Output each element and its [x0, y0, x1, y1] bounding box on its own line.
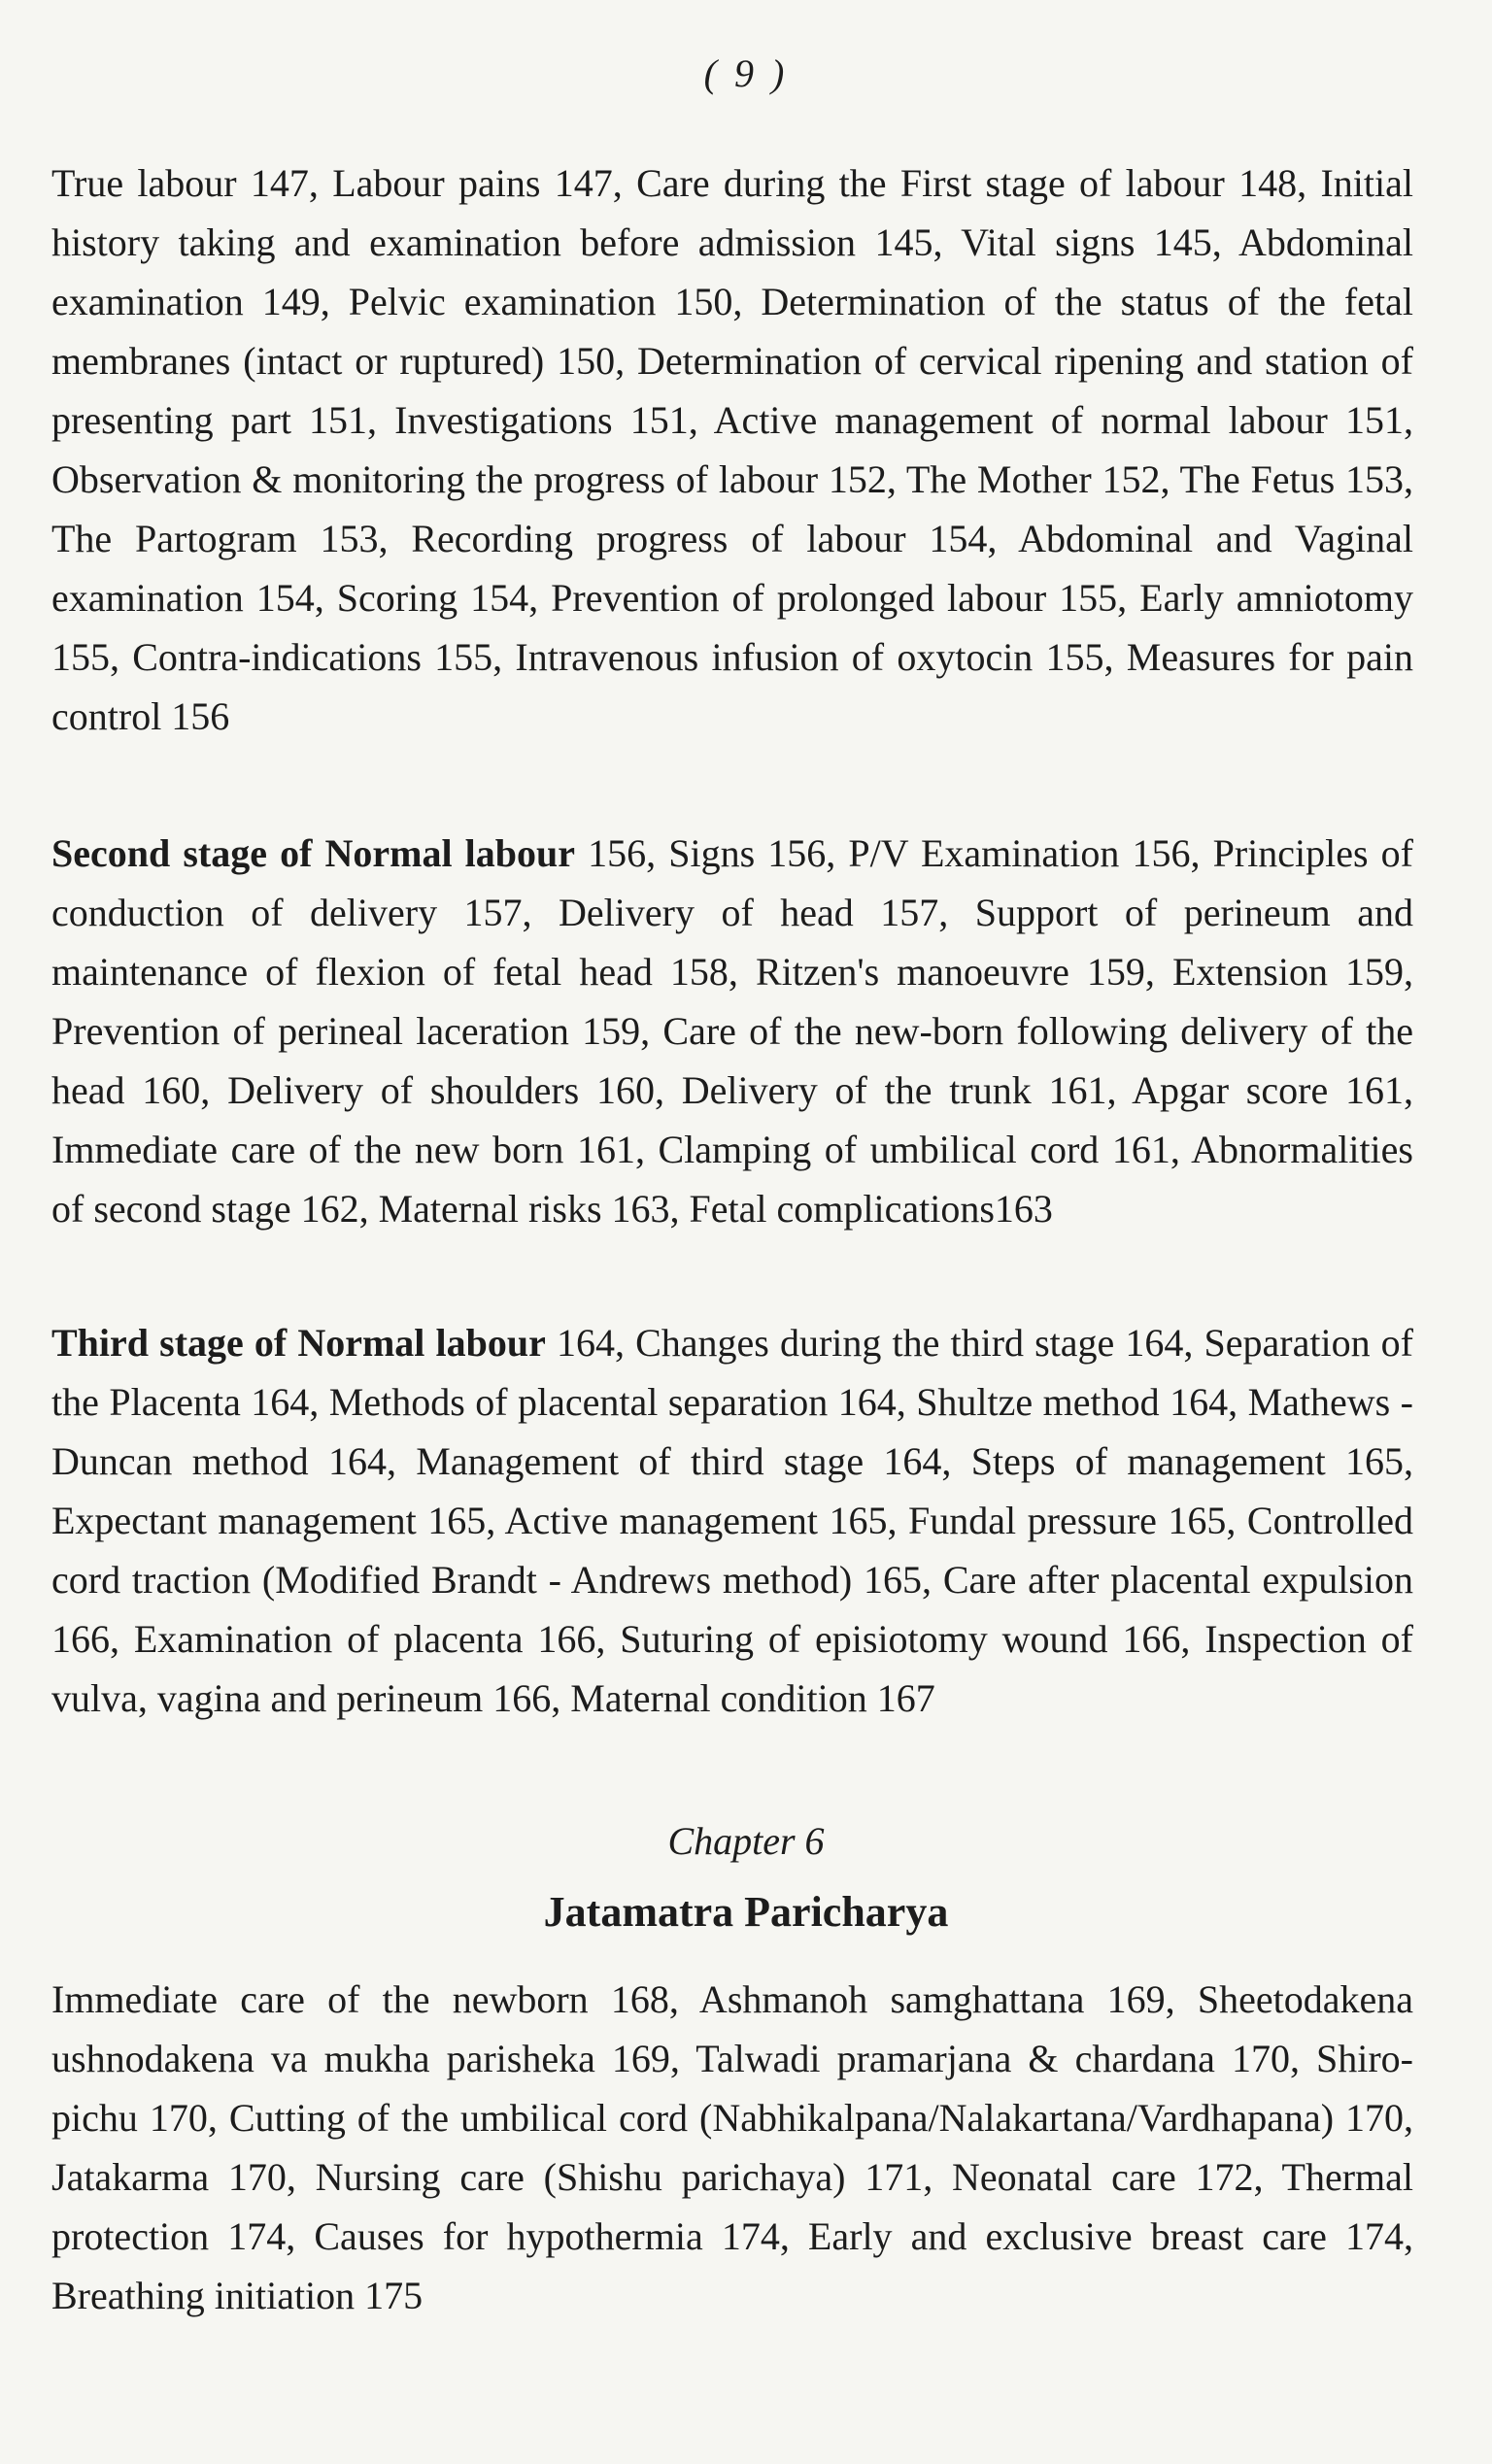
paragraph-text: 156, Signs 156, P/V Examination 156, Principles of conduction of delivery 157, Delivery of head 157, Support of perineum and maintenance of flexion of fetal head 158, Ritzen's manoeuvre 159, Extension 159, Prevention of perineal laceration 159, Care of the new-born following delivery of the head 160, Delivery of shoulders 160, Delivery of the trunk 161, Apgar score 161, Immediate care of the new born 161, Clamping of umbilical cord 161, Abnormalities of second stage 162, Maternal risks 163, Fetal complications163: [51, 831, 1413, 1231]
page-number: ( 9 ): [703, 51, 789, 95]
index-paragraph-third-stage: [51, 1313, 1413, 1728]
paragraph-heading: Second stage of Normal labour: [51, 831, 576, 875]
paragraph-text: True labour 147, Labour pains 147, Care during the First stage of labour 148, Initial history taking and examination before admission 145, Vital signs 145, Abdominal examination 149, Pelvic examination 150, Determination of the status of the fetal membranes (intact or ruptured) 150, Determination of cervical ripening and station of presenting part 151, Investigations 151, Active management of normal labour 151, Observation & monitoring the progress of labour 152, The Mother 152, The Fetus 153, The Partogram 153, Recording progress of labour 154, Abdominal and Vaginal examination 154, Scoring 154, Prevention of prolonged labour 155, Early amniotomy 155, Contra-indications 155, Intravenous infusion of oxytocin 155, Measures for pain control 156: [51, 161, 1413, 738]
index-paragraph-chapter-6: [51, 1970, 1413, 2325]
index-paragraph-second-stage: [51, 824, 1413, 1238]
paragraph-text: Immediate care of the newborn 168, Ashmanoh samghattana 169, Sheetodakena ushnodakena va mukha parisheka 169, Talwadi pramarjana & chardana 170, Shiro-pichu 170, Cutting of the umbilical cord (Nabhikalpana/Nalakartana/Vardhapana) 170, Jatakarma 170, Nursing care (Shishu parichaya) 171, Neonatal care 172, Thermal protection 174, Causes for hypothermia 174, Early and exclusive breast care 174, Breathing initiation 175: [51, 1977, 1413, 2317]
chapter-title: Jatamatra Paricharya: [543, 1888, 949, 1936]
chapter-label: Chapter 6: [667, 1819, 825, 1863]
index-paragraph-first-stage: [51, 153, 1413, 746]
paragraph-heading: Third stage of Normal labour: [51, 1321, 546, 1365]
paragraph-text: 164, Changes during the third stage 164, Separation of the Placenta 164, Methods of placental separation 164, Shultze method 164, Mathews - Duncan method 164, Management of third stage 164, Steps of management 165, Expectant management 165, Active management 165, Fundal pressure 165, Controlled cord traction (Modified Brandt - Andrews method) 165, Care after placental expulsion 166, Examination of placenta 166, Suturing of episiotomy wound 166, Inspection of vulva, vagina and perineum 166, Maternal condition 167: [51, 1321, 1414, 1720]
